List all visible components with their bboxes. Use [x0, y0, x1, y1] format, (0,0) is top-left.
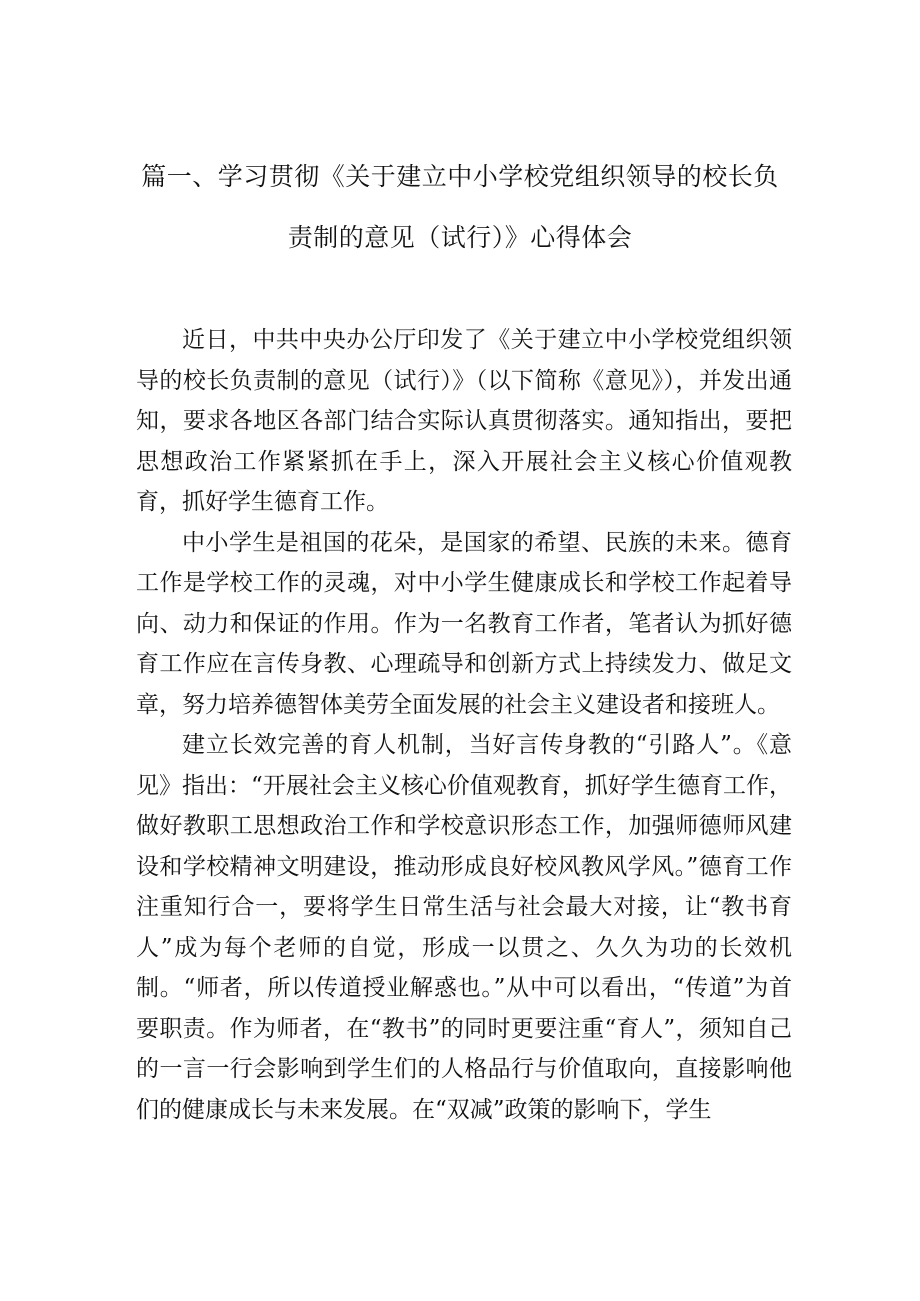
document-body [136, 320, 792, 1130]
paragraph-1: 近日，中共中央办公厅印发了《关于建立中小学校党组织领导的校长负责制的意见（试行）》（以下简称《意见》），并发出通知，要求各地区各部门结合实际认真贯彻落实。通知指出，要把思想政治工作紧紧抓在手上，深入开展社会主义核心价值观教育，抓好学生德育工作。 [136, 327, 792, 515]
document-title-line-1: 篇一、学习贯彻《关于建立中小学校党组织领导的校长负 [141, 162, 779, 191]
paragraph-3: 建立长效完善的育人机制，当好言传身教的“引路人”。《意见》指出：“开展社会主义核心价值观教育，抓好学生德育工作，做好教职工思想政治工作和学校意识形态工作，加强师德师风建设和学校精神文明建设，推动形成良好校风教风学风。”德育工作注重知行合一，要将学生日常生活与社会最大对接，让“教书育人”成为每个老师的自觉，形成一以贯之、久久为功的长效机制。“师者，所以传道授业解惑也。”从中可以看出，“传道”为首要职责。作为师者，在“教书”的同时更要注重“育人”，须知自己的一言一行会影响到学生们的人格品行与价值取向，直接影响他们的健康成长与未来发展。在“双减”政策的影响下，学生 [136, 732, 792, 1123]
paragraph-2: 中小学生是祖国的花朵，是国家的希望、民族的未来。德育工作是学校工作的灵魂，对中小学生健康成长和学校工作起着导向、动力和保证的作用。作为一名教育工作者，笔者认为抓好德育工作应在言传身教、心理疏导和创新方式上持续发力、做足文章，努力培养德智体美劳全面发展的社会主义建设者和接班人。 [136, 529, 792, 718]
document-title-line-2: 责制的意见（试行）》心得体会 [287, 223, 633, 252]
